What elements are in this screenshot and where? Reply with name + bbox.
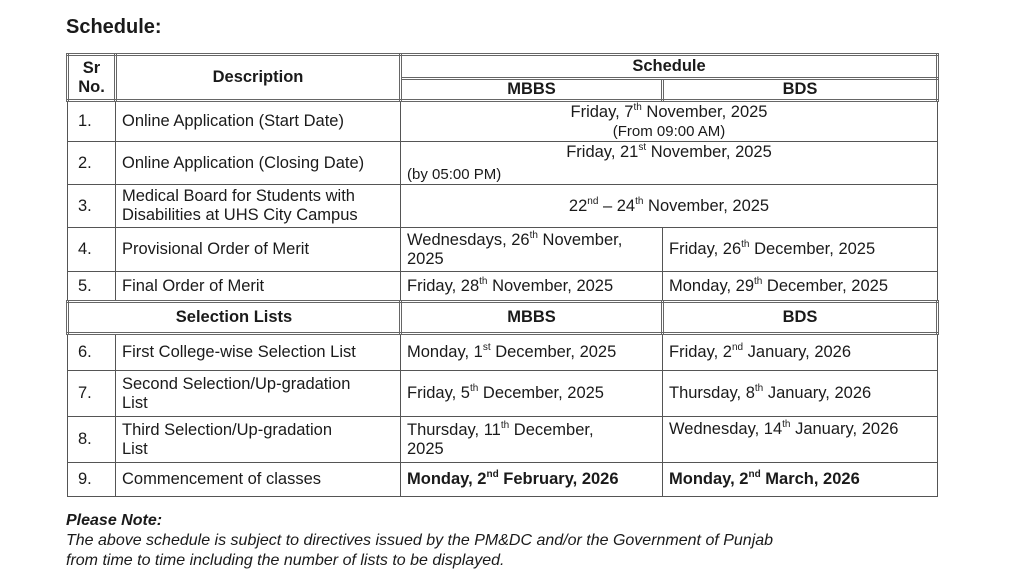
selection-lists-header-row — [68, 302, 938, 334]
row-sr: 3. — [68, 185, 116, 228]
header-schedule: Schedule — [401, 55, 938, 79]
row-date-mbbs: Monday, 2nd February, 2026 — [401, 463, 663, 497]
row-description: Medical Board for Students with Disabilities at UHS City Campus — [116, 185, 401, 228]
row-sr: 6. — [68, 334, 116, 371]
row-description: First College-wise Selection List — [116, 334, 401, 371]
table-row — [68, 463, 938, 497]
page-title: Schedule: — [66, 16, 162, 38]
row-description: Second Selection/Up-gradation List — [116, 371, 401, 417]
row-sr: 5. — [68, 272, 116, 302]
table-row — [68, 272, 938, 302]
note-heading: Please Note: — [66, 512, 163, 529]
header-bds: BDS — [663, 79, 938, 101]
table-row — [68, 417, 938, 463]
row-description: Provisional Order of Merit — [116, 228, 401, 272]
row-date-bds: Thursday, 8th January, 2026 — [663, 371, 938, 417]
row-sr: 8. — [68, 417, 116, 463]
row-sr: 9. — [68, 463, 116, 497]
table-row — [68, 101, 938, 142]
header-mbbs: MBBS — [401, 79, 663, 101]
row-date-bds: Wednesday, 14th January, 2026 — [663, 417, 938, 463]
table-row — [68, 142, 938, 185]
row-date-mbbs: Friday, 28th November, 2025 — [401, 272, 663, 302]
row-sr: 2. — [68, 142, 116, 185]
table-row — [68, 185, 938, 228]
table-row — [68, 371, 938, 417]
note-line-1: The above schedule is subject to directives issued by the PM&DC and/or the Government of Punjab — [66, 532, 774, 549]
row-description: Final Order of Merit — [116, 272, 401, 302]
row-date-merged: Friday, 21st November, 2025 (by 05:00 PM) — [401, 142, 938, 185]
row-date-mbbs: Monday, 1st December, 2025 — [401, 334, 663, 371]
header-selection-lists: Selection Lists — [68, 302, 401, 334]
table-row — [68, 334, 938, 371]
row-date-bds: Monday, 2nd March, 2026 — [663, 463, 938, 497]
note-section — [66, 511, 773, 571]
row-description: Online Application (Closing Date) — [116, 142, 401, 185]
header-description: Description — [116, 55, 401, 101]
table-row — [68, 228, 938, 272]
row-description: Third Selection/Up-gradation List — [116, 417, 401, 463]
row-sr: 4. — [68, 228, 116, 272]
row-date-bds: Friday, 2nd January, 2026 — [663, 334, 938, 371]
row-description: Online Application (Start Date) — [116, 101, 401, 142]
header-mbbs: MBBS — [401, 302, 663, 334]
row-date-merged: 22nd – 24th November, 2025 — [401, 185, 938, 228]
row-date-mbbs: Thursday, 11th December, 2025 — [401, 417, 663, 463]
row-date-bds: Friday, 26th December, 2025 — [663, 228, 938, 272]
row-sr: 7. — [68, 371, 116, 417]
note-line-2: from time to time including the number of lists to be displayed. — [66, 552, 505, 569]
row-date-bds: Monday, 29th December, 2025 — [663, 272, 938, 302]
row-date-mbbs: Friday, 5th December, 2025 — [401, 371, 663, 417]
row-date-mbbs: Wednesdays, 26th November, 2025 — [401, 228, 663, 272]
schedule-table — [66, 53, 939, 497]
row-description: Commencement of classes — [116, 463, 401, 497]
row-sr: 1. — [68, 101, 116, 142]
header-sr-no: Sr No. — [68, 55, 116, 101]
header-bds: BDS — [663, 302, 938, 334]
row-date-merged: Friday, 7th November, 2025 (From 09:00 AM) — [401, 101, 938, 142]
